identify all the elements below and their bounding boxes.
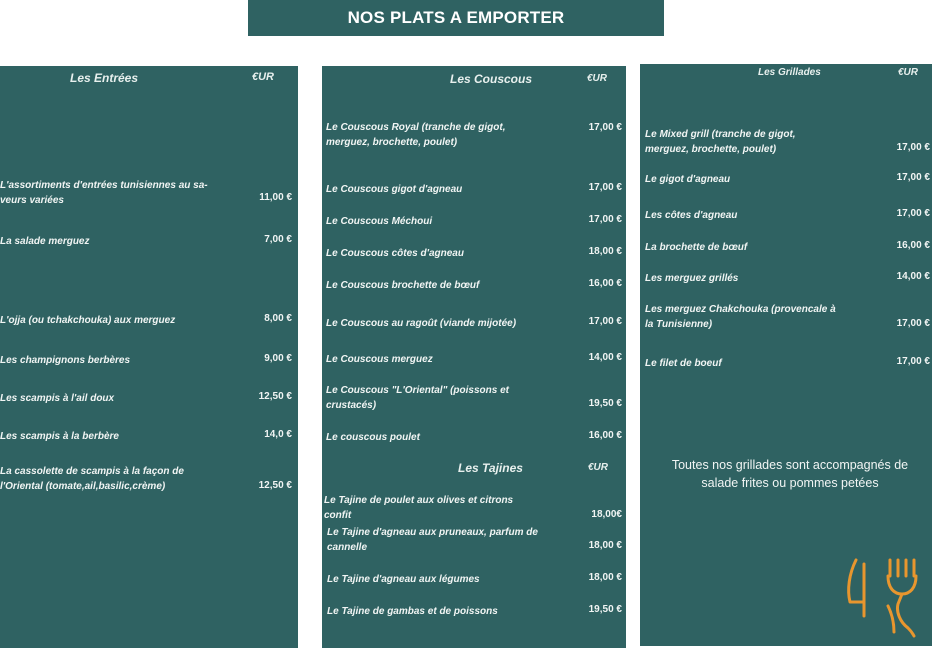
couscous-item: Le Couscous merguez [326,354,433,365]
grillade-price: 14,00 € [896,271,930,282]
entree-price: 7,00 € [264,234,292,245]
grillade-item: Le filet de boeuf [645,358,722,369]
entrees-header: Les Entrées [70,71,139,85]
grillade-price: 17,00 € [896,172,930,183]
tajine-price: 18,00 € [588,540,622,551]
grillade-item: Les merguez Chakchouka (provencale à la Tunisienne) [645,304,836,330]
tajines-currency: €UR [588,462,609,473]
tajine-price: 18,00 € [588,572,622,583]
couscous-currency: €UR [587,73,608,84]
couscous-price: 17,00 € [588,214,622,225]
couscous-price: 14,00 € [588,352,622,363]
couscous-price: 18,00 € [588,246,622,257]
grillade-price: 17,00 € [896,318,930,329]
entree-price: 11,00 € [259,192,292,203]
grillades-header: Les Grillades [758,67,821,78]
grillade-item: Les côtes d'agneau [645,210,738,221]
entree-item: Les scampis à l'ail doux [0,393,115,404]
entree-item: Les scampis à la berbère [0,431,119,442]
couscous-header: Les Couscous [450,72,533,86]
couscous-item: Le Couscous gigot d'agneau [326,184,463,195]
couscous-item: Le Couscous au ragoût (viande mijotée) [326,318,517,329]
tajine-price: 19,50 € [588,604,622,615]
grillades-note: Toutes nos grillades sont accompagnés de salade frites ou pommes petées [671,458,909,490]
grillade-price: 16,00 € [896,240,930,251]
entree-price: 12,50 € [258,391,292,402]
fork-knife-icon [842,556,918,643]
couscous-price: 16,00 € [588,278,622,289]
couscous-price: 16,00 € [588,430,622,441]
tajine-item: Le Tajine de gambas et de poissons [327,606,498,617]
entrees-currency: €UR [252,71,275,83]
tajine-price: 18,00€ [591,509,622,520]
entree-item: L'assortiments d'entrées tunisiennes au sa-veurs variées [0,180,208,206]
grillades-currency: €UR [898,67,919,78]
grillade-item: La brochette de bœuf [645,242,748,253]
tajine-item: Le Tajine d'agneau aux légumes [327,574,480,585]
couscous-price: 19,50 € [588,398,622,409]
tajine-item: Le Tajine de poulet aux olives et citrons confit [324,495,514,521]
grillade-item: Le gigot d'agneau [645,174,731,185]
grillade-price: 17,00 € [896,142,930,153]
entree-price: 9,00 € [264,353,292,364]
grillade-price: 17,00 € [896,356,930,367]
page-title-bar [248,0,664,36]
entree-item: La cassolette de scampis à la façon de l'Oriental (tomate,ail,basilic,crème) [0,466,184,492]
entree-item: Les champignons berbères [0,355,131,366]
entree-price: 14,0 € [264,429,292,440]
couscous-item: Le Couscous Royal (tranche de gigot, merguez, brochette, poulet) [326,122,506,148]
entree-price: 8,00 € [264,313,292,324]
grillade-item: Le Mixed grill (tranche de gigot, merguez, brochette, poulet) [645,129,796,155]
couscous-price: 17,00 € [588,316,622,327]
entree-item: L'ojja (ou tchakchouka) aux merguez [0,315,176,326]
couscous-item: Le Couscous Méchoui [326,216,433,227]
couscous-item: Le Couscous côtes d'agneau [326,248,464,259]
grillade-price: 17,00 € [896,208,930,219]
page-title: NOS PLATS A EMPORTER [347,8,565,27]
entree-price: 12,50 € [258,480,292,491]
couscous-item: Le Couscous brochette de bœuf [326,280,480,291]
tajines-header: Les Tajines [458,461,523,475]
tajine-item: Le Tajine d'agneau aux pruneaux, parfum de cannelle [327,527,538,553]
couscous-item: Le couscous poulet [326,432,420,443]
entree-item: La salade merguez [0,236,90,247]
grillade-item: Les merguez grillés [645,273,739,284]
couscous-price: 17,00 € [588,122,622,133]
couscous-price: 17,00 € [588,182,622,193]
couscous-item: Le Couscous "L'Oriental" (poissons et crustacés) [326,385,509,411]
